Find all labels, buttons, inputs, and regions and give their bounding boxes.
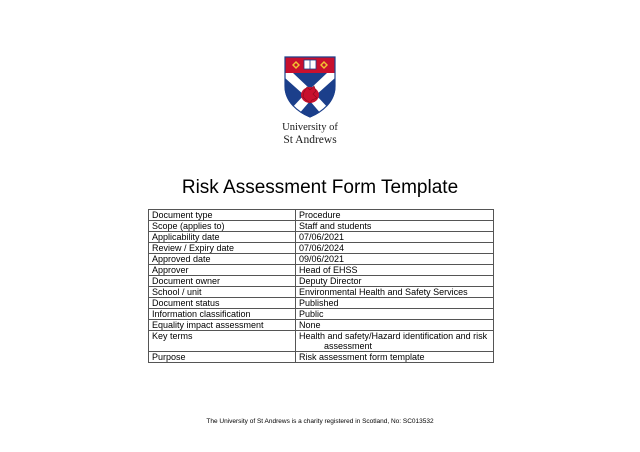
field-value xyxy=(296,320,494,331)
table-row xyxy=(149,352,494,363)
field-value xyxy=(296,254,494,265)
field-value xyxy=(296,287,494,298)
field-value xyxy=(296,352,494,363)
table-row xyxy=(149,221,494,232)
field-value-text: None xyxy=(299,320,321,330)
table-row xyxy=(149,243,494,254)
table-row xyxy=(149,320,494,331)
table-row xyxy=(149,232,494,243)
table-row xyxy=(149,265,494,276)
field-value xyxy=(296,331,494,352)
table-row xyxy=(149,331,494,352)
field-label: Information classification xyxy=(149,309,296,320)
university-crest-icon xyxy=(284,56,336,118)
field-value-text: Head of EHSS xyxy=(299,265,358,275)
field-value-text: 09/06/2021 xyxy=(299,254,345,264)
field-label: Document type xyxy=(149,210,296,221)
field-value-text: Procedure xyxy=(299,210,341,220)
document-title: Risk Assessment Form Template xyxy=(181,177,459,198)
field-value xyxy=(296,232,494,243)
field-label: Equality impact assessment xyxy=(149,320,296,331)
field-value xyxy=(296,221,494,232)
field-value xyxy=(296,265,494,276)
field-value-text: Risk assessment form template xyxy=(299,352,425,362)
field-value-text: Staff and students xyxy=(299,221,372,231)
university-name-line2: St Andrews xyxy=(283,134,337,146)
table-row xyxy=(149,210,494,221)
field-label: Review / Expiry date xyxy=(149,243,296,254)
document-info-table xyxy=(148,209,494,363)
field-value xyxy=(296,243,494,254)
table-row xyxy=(149,287,494,298)
field-value-text: Health and safety/Hazard identification and risk xyxy=(299,331,488,341)
table-row xyxy=(149,254,494,265)
field-value-text: 07/06/2024 xyxy=(299,243,345,253)
field-value-continuation: assessment xyxy=(324,341,373,351)
university-name-line1: University of xyxy=(282,122,338,133)
field-label: Applicability date xyxy=(149,232,296,243)
university-logo xyxy=(270,56,350,147)
field-label: Document owner xyxy=(149,276,296,287)
charity-footer: The University of St Andrews is a charity registered in Scotland, No: SC013532 xyxy=(206,418,434,425)
field-value-text: 07/06/2021 xyxy=(299,232,345,242)
table-row xyxy=(149,309,494,320)
field-value-text: Environmental Health and Safety Services xyxy=(299,287,468,297)
field-value xyxy=(296,276,494,287)
field-value-text: Published xyxy=(299,298,339,308)
field-label: Purpose xyxy=(149,352,296,363)
table-row xyxy=(149,276,494,287)
field-label: Document status xyxy=(149,298,296,309)
field-value-text: Deputy Director xyxy=(299,276,362,286)
field-value xyxy=(296,298,494,309)
field-label: Approved date xyxy=(149,254,296,265)
field-label: School / unit xyxy=(149,287,296,298)
field-label: Scope (applies to) xyxy=(149,221,296,232)
field-value xyxy=(296,210,494,221)
field-label: Approver xyxy=(149,265,296,276)
table-row xyxy=(149,298,494,309)
field-value xyxy=(296,309,494,320)
field-value-text: Public xyxy=(299,309,324,319)
field-label: Key terms xyxy=(149,331,296,352)
